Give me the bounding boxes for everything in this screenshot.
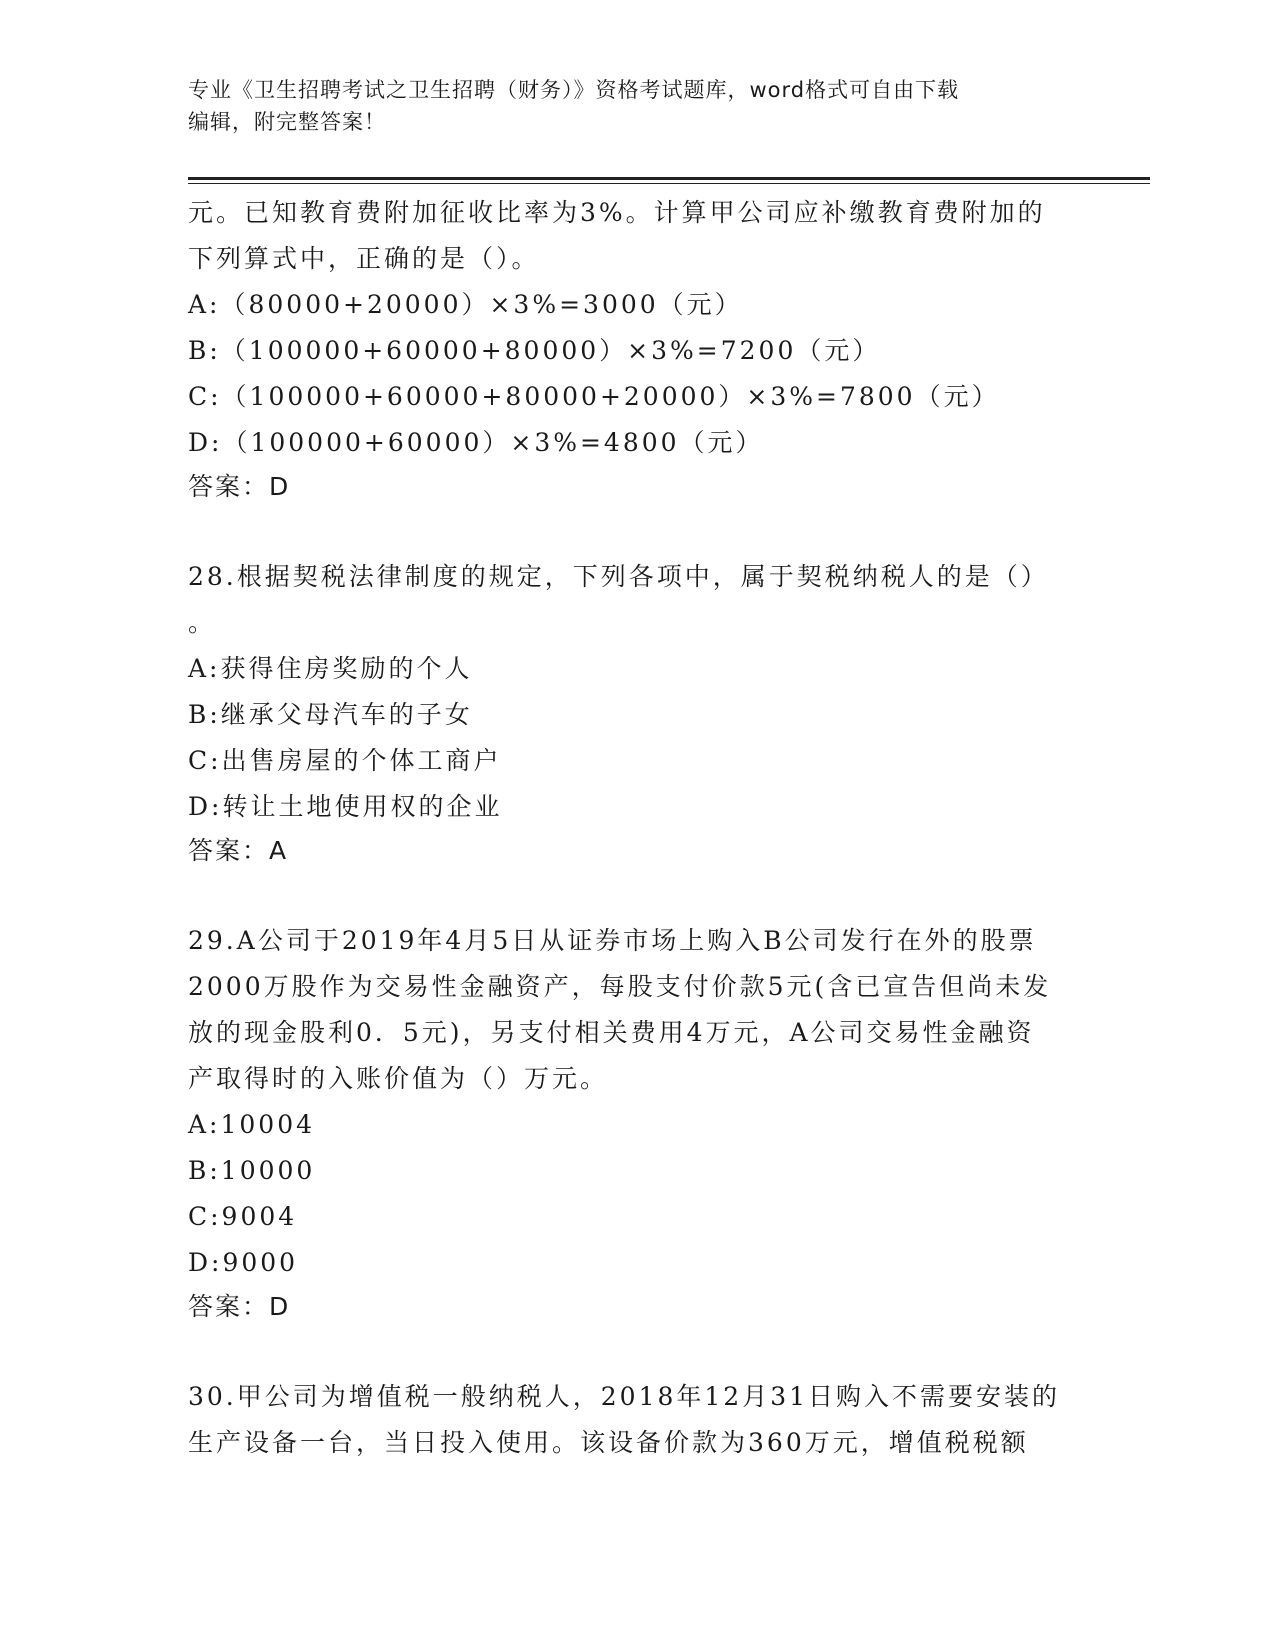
option-b: B:（100000+60000+80000）×3%=7200（元） xyxy=(188,336,881,365)
option-c: C:9004 xyxy=(188,1202,298,1231)
option-d: D:转让土地使用权的企业 xyxy=(188,792,503,821)
header-line-2: 编辑，附完整答案！ xyxy=(188,110,386,134)
question-stem-line: 产取得时的入账价值为（）万元。 xyxy=(188,1064,609,1093)
option-b: B:10000 xyxy=(188,1156,316,1185)
header-divider-thick xyxy=(188,177,1150,180)
question-stem-line: 29.A公司于2019年4月5日从证券市场上购入B公司发行在外的股票 xyxy=(188,926,1037,955)
option-a: A:获得住房奖励的个人 xyxy=(188,654,473,683)
option-b: B:继承父母汽车的子女 xyxy=(188,700,473,729)
option-a: A:（80000+20000）×3%=3000（元） xyxy=(188,290,743,319)
option-c: C:出售房屋的个体工商户 xyxy=(188,746,502,775)
question-27 xyxy=(188,190,1088,508)
spacer xyxy=(188,872,1088,918)
question-stem-line: 放的现金股利0．5元)，另支付相关费用4万元，A公司交易性金融资 xyxy=(188,1018,1035,1047)
spacer xyxy=(188,508,1088,554)
spacer xyxy=(188,1328,1088,1374)
option-d: D:（100000+60000）×3%=4800（元） xyxy=(188,428,764,457)
document-header xyxy=(188,74,1088,138)
question-stem-line: 元。已知教育费附加征收比率为3%。计算甲公司应补缴教育费附加的 xyxy=(188,198,1046,227)
question-stem-line: 2000万股作为交易性金融资产，每股支付价款5元(含已宣告但尚未发 xyxy=(188,972,1052,1001)
option-a: A:10004 xyxy=(188,1110,316,1139)
answer-line: 答案：A xyxy=(188,836,289,865)
question-stem-line: 30.甲公司为增值税一般纳税人，2018年12月31日购入不需要安装的 xyxy=(188,1382,1061,1411)
question-stem-line: 生产设备一台，当日投入使用。该设备价款为360万元，增值税税额 xyxy=(188,1428,1029,1457)
question-stem-line: 。 xyxy=(188,608,217,637)
question-30 xyxy=(188,1374,1088,1466)
answer-line: 答案：D xyxy=(188,472,291,501)
header-divider-thin xyxy=(188,183,1150,184)
header-line-1: 专业《卫生招聘考试之卫生招聘（财务）》资格考试题库，word格式可自由下载 xyxy=(188,78,960,102)
question-stem-line: 28.根据契税法律制度的规定，下列各项中，属于契税纳税人的是（） xyxy=(188,562,1049,591)
question-list xyxy=(188,190,1088,1466)
question-29 xyxy=(188,918,1088,1328)
question-stem-line: 下列算式中，正确的是（）。 xyxy=(188,244,540,273)
option-c: C:（100000+60000+80000+20000）×3%=7800（元） xyxy=(188,382,1000,411)
question-28 xyxy=(188,554,1088,872)
option-d: D:9000 xyxy=(188,1248,299,1277)
answer-line: 答案：D xyxy=(188,1292,291,1321)
